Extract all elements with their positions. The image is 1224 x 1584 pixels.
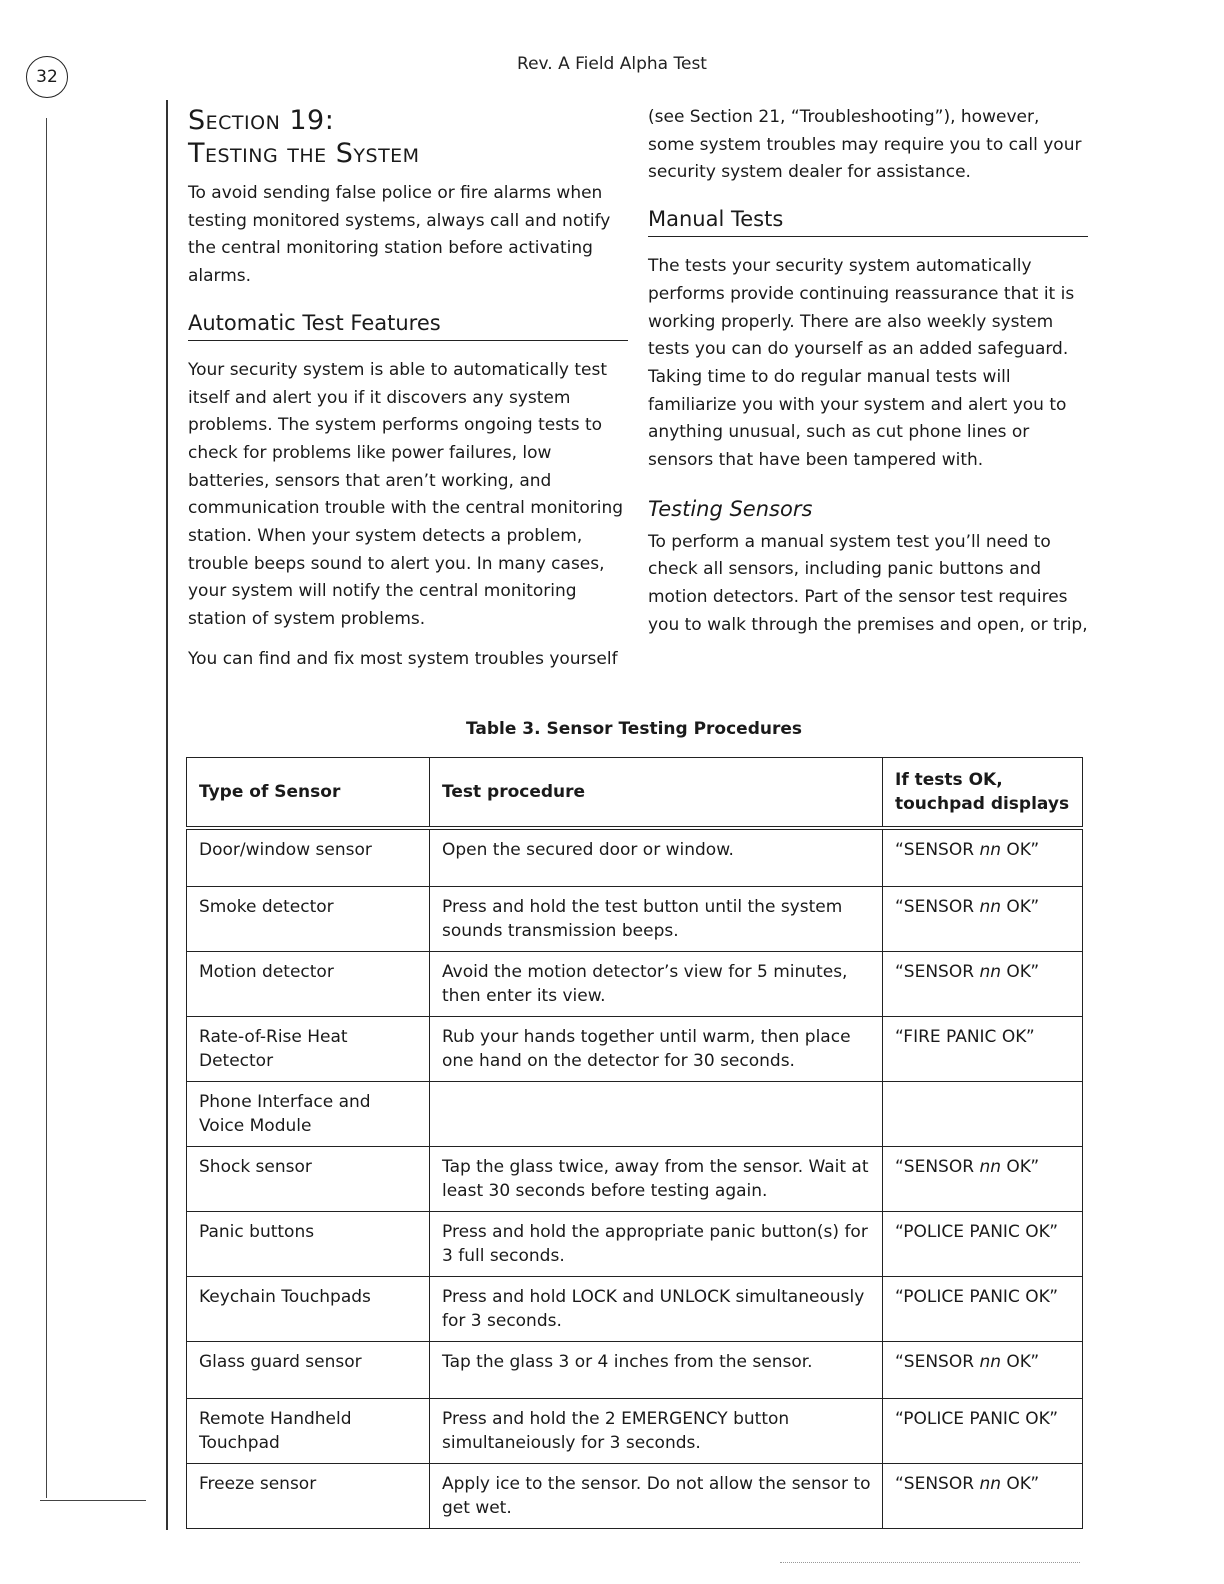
header-test-procedure: Test procedure [430,758,883,829]
procedure-cell: Open the secured door or window. [430,828,883,887]
display-cell: “SENSOR nn OK” [883,1147,1083,1212]
procedure-cell: Tap the glass 3 or 4 inches from the sensor. [430,1342,883,1399]
section-title-line1: Section 19: [188,105,335,136]
testing-sensors-paragraph: To perform a manual system test you’ll need to check all sensors, including panic buttons and motion detectors. Part of the sensor test requires you to walk through the premises and open, or trip, [648,531,1088,635]
running-header: Rev. A Field Alpha Test [517,54,707,74]
display-cell: “POLICE PANIC OK” [883,1212,1083,1277]
page-number: 32 [26,56,68,98]
manual-tests-heading: Manual Tests [648,205,1088,237]
header-type-of-sensor: Type of Sensor [187,758,430,829]
procedure-cell: Rub your hands together until warm, then place one hand on the detector for 30 seconds. [430,1017,883,1082]
automatic-paragraph: Your security system is able to automatically test itself and alert you if it discovers any system problems. The system performs ongoing tests to check for problems like power failures, low batteries, sensors that aren’t working, and communication trouble with the central monitoring station. When your system detects a problem, trouble beeps sound to alert you. In many cases, your system will notify the central monitoring station of system problems. [188,359,624,630]
sensor-type-cell: Remote Handheld Touchpad [187,1399,430,1464]
procedure-cell: Apply ice to the sensor. Do not allow the sensor to get wet. [430,1464,883,1529]
scan-artifact-line [780,1562,1080,1564]
automatic-paragraph-2-cont: (see Section 21, “Troubleshooting”), however, some system troubles may require you to call your security system dealer for assistance. [648,107,1082,183]
procedure-cell: Press and hold LOCK and UNLOCK simultaneously for 3 seconds. [430,1277,883,1342]
table-row [187,1017,1083,1082]
table-row [187,1464,1083,1529]
sensor-type-cell: Shock sensor [187,1147,430,1212]
procedure-cell: Avoid the motion detector’s view for 5 minutes, then enter its view. [430,952,883,1017]
sensor-type-cell: Door/window sensor [187,828,430,887]
margin-rule [46,118,47,1498]
sensor-type-cell: Motion detector [187,952,430,1017]
column-rule [166,100,168,1530]
display-cell: “SENSOR nn OK” [883,952,1083,1017]
display-cell [883,1082,1083,1147]
table-caption: Table 3. Sensor Testing Procedures [465,719,803,739]
display-cell: “POLICE PANIC OK” [883,1277,1083,1342]
manual-paragraph: The tests your security system automatically performs provide continuing reassurance that it is working properly. There are also weekly system tests you can do yourself as an added safeguard. Taking time to do regular manual tests will familiarize you with your system and alert you to anything unusual, such as cut phone lines or sensors that have been tampered with. [648,256,1075,471]
procedure-cell: Press and hold the appropriate panic button(s) for 3 full seconds. [430,1212,883,1277]
sensor-type-cell: Glass guard sensor [187,1342,430,1399]
left-column [188,104,628,686]
intro-paragraph: To avoid sending false police or fire alarms when testing monitored systems, always call and notify the central monitoring station before activating alarms. [188,183,611,287]
sensor-type-cell: Keychain Touchpads [187,1277,430,1342]
section-title-line2: Testing the System [188,138,420,169]
sensor-type-cell: Phone Interface and Voice Module [187,1082,430,1147]
header-touchpad-displays: If tests OK, touchpad displays [883,758,1083,829]
procedure-cell: Tap the glass twice, away from the sensor. Wait at least 30 seconds before testing again. [430,1147,883,1212]
display-cell: “SENSOR nn OK” [883,1342,1083,1399]
display-cell: “POLICE PANIC OK” [883,1399,1083,1464]
automatic-paragraph-2: You can find and fix most system troubles yourself [188,648,618,669]
section-title [188,104,628,170]
table-row [187,1342,1083,1399]
table-header-row [187,758,1083,829]
table-row [187,1399,1083,1464]
margin-rule-bottom [40,1500,146,1501]
sensor-type-cell: Rate-of-Rise Heat Detector [187,1017,430,1082]
sensor-testing-table [186,757,1083,1529]
table-row [187,887,1083,952]
display-cell: “SENSOR nn OK” [883,828,1083,887]
table-row [187,1082,1083,1147]
right-column [648,104,1088,652]
testing-sensors-heading: Testing Sensors [648,496,813,521]
table-row [187,1277,1083,1342]
procedure-cell: Press and hold the test button until the system sounds transmission beeps. [430,887,883,952]
automatic-test-heading: Automatic Test Features [188,309,628,341]
display-cell: “SENSOR nn OK” [883,887,1083,952]
table-row [187,1212,1083,1277]
table-row [187,952,1083,1017]
sensor-type-cell: Freeze sensor [187,1464,430,1529]
sensor-type-cell: Panic buttons [187,1212,430,1277]
display-cell: “FIRE PANIC OK” [883,1017,1083,1082]
table-row [187,1147,1083,1212]
table-row [187,828,1083,887]
procedure-cell: Press and hold the 2 EMERGENCY button simultaneiously for 3 seconds. [430,1399,883,1464]
display-cell: “SENSOR nn OK” [883,1464,1083,1529]
procedure-cell [430,1082,883,1147]
sensor-type-cell: Smoke detector [187,887,430,952]
